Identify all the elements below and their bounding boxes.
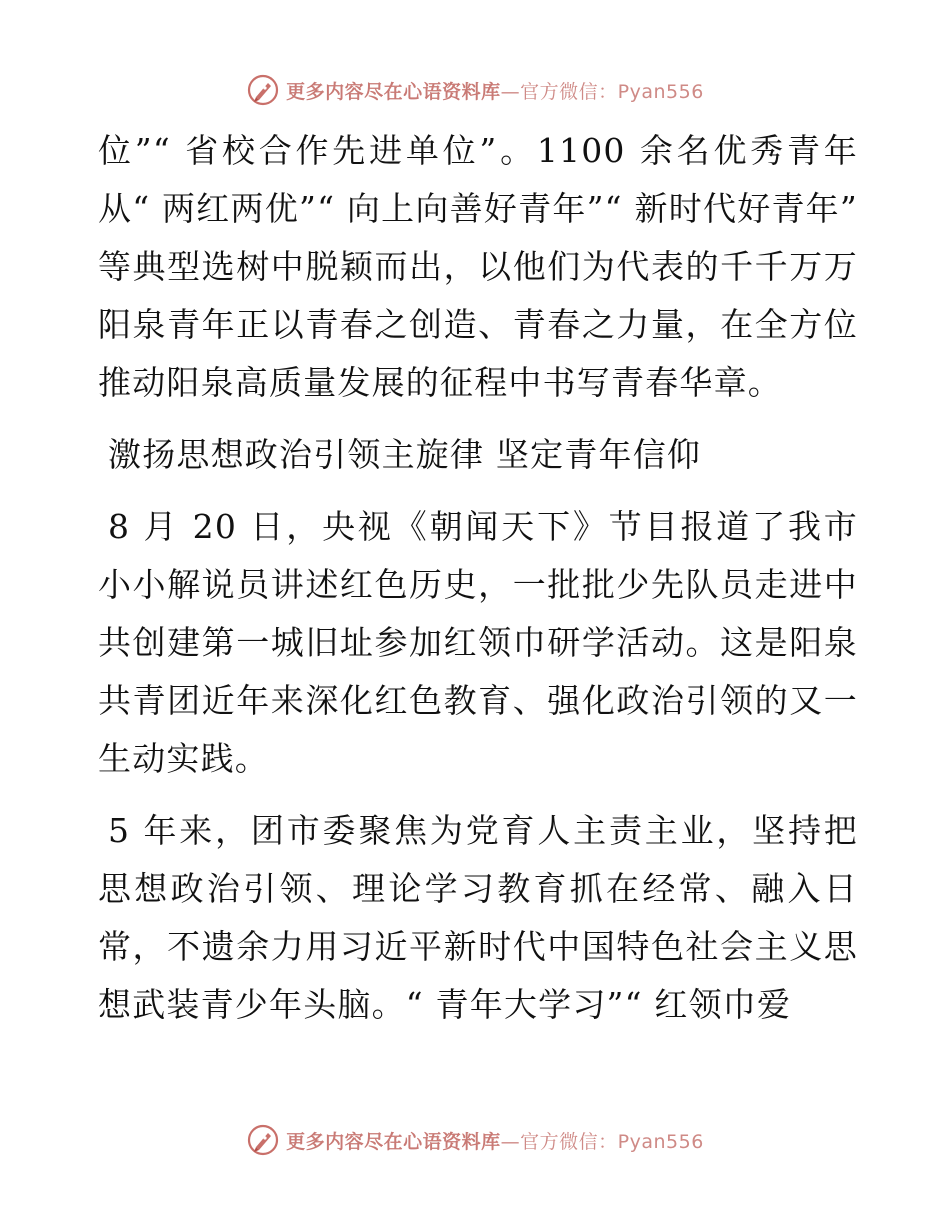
section-heading: 激扬思想政治引领主旋律 坚定青年信仰: [108, 435, 702, 474]
watermark-suffix-text: 官方微信：Pyan556: [520, 1130, 704, 1153]
watermark-suffix-text: 官方微信：Pyan556: [520, 80, 704, 103]
pen-nib-logo-icon: [246, 73, 280, 107]
watermark-text: [286, 1127, 704, 1154]
watermark-footer: [0, 1120, 950, 1160]
document-body: [98, 118, 858, 1034]
watermark-main-text: 更多内容尽在心语资料库: [286, 1130, 501, 1153]
watermark-dash: —: [500, 1130, 521, 1153]
paragraph-2: 8 月 20 日，央视《朝闻天下》节目报道了我市小小解说员讲述红色历史，一批批少先队员走进中共创建第一城旧址参加红领巾研学活动。这是阳泉共青团近年来深化红色教育、强化政治引领的又一生动实践。: [98, 507, 858, 778]
watermark-text: [286, 77, 704, 104]
paragraph-1: 位”“ 省校合作先进单位”。1100 余名优秀青年从“ 两红两优”“ 向上向善好青年”“ 新时代好青年” 等典型选树中脱颖而出，以他们为代表的千千万万阳泉青年正以青春之创造、青春之力量，在全方位推动阳泉高质量发展的征程中书写青春华章。: [98, 131, 858, 402]
pen-nib-logo-icon: [246, 1123, 280, 1157]
watermark-main-text: 更多内容尽在心语资料库: [286, 80, 501, 103]
watermark-dash: —: [500, 80, 521, 103]
paragraph-3: 5 年来，团市委聚焦为党育人主责主业，坚持把思想政治引领、理论学习教育抓在经常、融入日常，不遗余力用习近平新时代中国特色社会主义思想武装青少年头脑。“ 青年大学习”“ 红领巾爱: [98, 811, 858, 1024]
watermark-header: [0, 70, 950, 110]
